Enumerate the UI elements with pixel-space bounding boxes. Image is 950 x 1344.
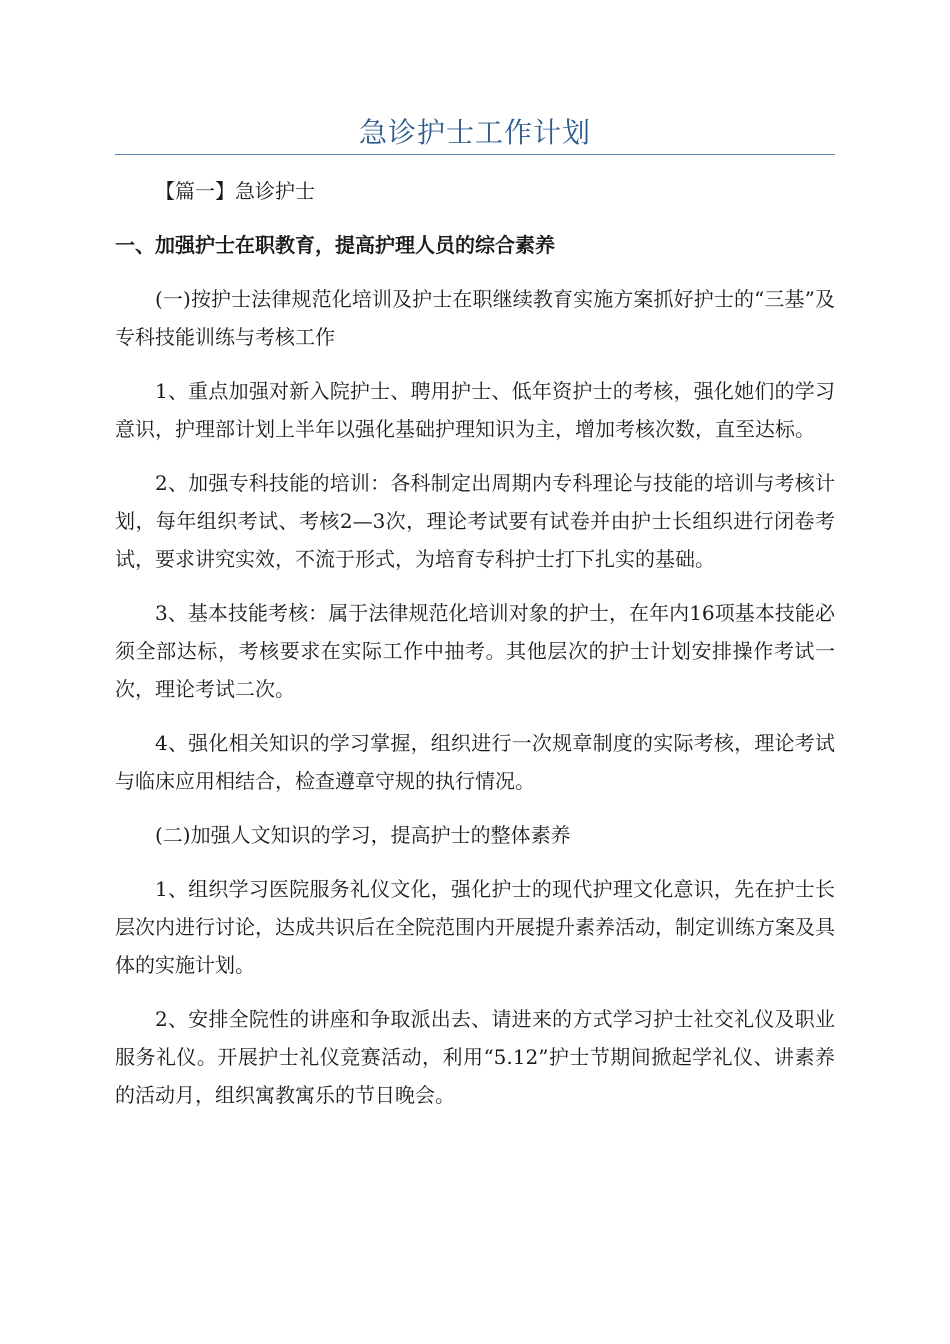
page-title: 急诊护士工作计划 xyxy=(358,116,591,149)
paragraph: (二)加强人文知识的学习，提高护士的整体素养 xyxy=(155,823,571,847)
paragraph: 1、重点加强对新入院护士、聘用护士、低年资护士的考核，强化她们的学习意识，护理部计划上半年以强化基础护理知识为主，增加考核次数，直至达标。 xyxy=(115,379,835,441)
paragraph: 2、加强专科技能的培训：各科制定出周期内专科理论与技能的培训与考核计划，每年组织考试、考核2—3次，理论考试要有试卷并由护士长组织进行闭卷考试，要求讲究实效，不流于形式，为培育专科护士打下扎实的基础。 xyxy=(115,471,835,571)
paragraph: 3、基本技能考核：属于法律规范化培训对象的护士，在年内16项基本技能必须全部达标，考核要求在实际工作中抽考。其他层次的护士计划安排操作考试一次，理论考试二次。 xyxy=(115,601,835,701)
title-underline xyxy=(115,154,835,155)
document-body xyxy=(115,172,835,1130)
section-heading: 一、加强护士在职教育，提高护理人员的综合素养 xyxy=(115,233,555,257)
paragraph: 1、组织学习医院服务礼仪文化，强化护士的现代护理文化意识，先在护士长层次内进行讨论，达成共识后在全院范围内开展提升素养活动，制定训练方案及具体的实施计划。 xyxy=(115,877,835,977)
paragraph: (一)按护士法律规范化培训及护士在职继续教育实施方案抓好护士的“三基”及专科技能训练与考核工作 xyxy=(115,287,835,349)
paragraph: 4、强化相关知识的学习掌握，组织进行一次规章制度的实际考核，理论考试与临床应用相结合，检查遵章守规的执行情况。 xyxy=(115,731,835,793)
paragraph: 2、安排全院性的讲座和争取派出去、请进来的方式学习护士社交礼仪及职业服务礼仪。开展护士礼仪竞赛活动，利用“5.12”护士节期间掀起学礼仪、讲素养的活动月，组织寓教寓乐的节日晚会。 xyxy=(115,1007,835,1107)
section-label: 【篇一】急诊护士 xyxy=(155,179,315,203)
